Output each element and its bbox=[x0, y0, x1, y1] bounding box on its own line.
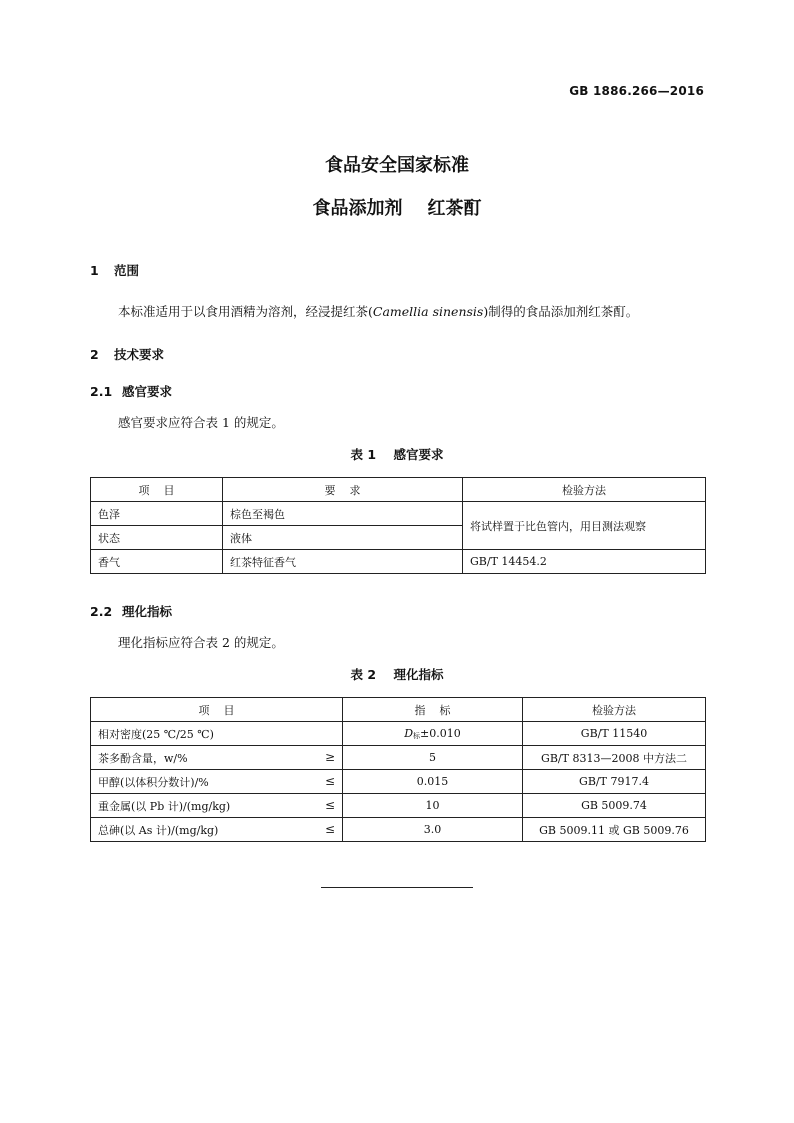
table-header-row bbox=[91, 478, 706, 502]
section-2-heading bbox=[90, 345, 164, 363]
section-title: 感官要求 bbox=[122, 384, 173, 399]
cell-requirement: 棕色至褐色 bbox=[223, 502, 463, 526]
col-header-value: 指 标 bbox=[343, 698, 523, 722]
table-row bbox=[91, 794, 706, 818]
cell-method: GB 5009.74 bbox=[523, 794, 706, 818]
table-header-row bbox=[91, 698, 706, 722]
sensory-requirements-table bbox=[90, 477, 706, 574]
item-label: 重金属(以 Pb 计)/(mg/kg) bbox=[98, 799, 231, 813]
item-label: 相对密度(25 ℃/25 ℃) bbox=[98, 727, 214, 741]
cell-item: 香气 bbox=[91, 550, 223, 574]
cell-method: GB/T 8313—2008 中方法二 bbox=[523, 746, 706, 770]
section-2-1-heading bbox=[90, 382, 172, 400]
col-header-item: 项 目 bbox=[91, 478, 223, 502]
section-title: 理化指标 bbox=[122, 604, 173, 619]
section-2-2-heading bbox=[90, 602, 172, 620]
section-title: 技术要求 bbox=[114, 347, 165, 362]
col-header-method: 检验方法 bbox=[523, 698, 706, 722]
table-row bbox=[91, 550, 706, 574]
section-1-text bbox=[118, 302, 638, 320]
section-2-2-text: 理化指标应符合表 2 的规定。 bbox=[118, 635, 284, 650]
cell-value: 5 bbox=[343, 746, 523, 770]
section-number: 2.1 bbox=[90, 384, 113, 399]
standard-code: GB 1886.266—2016 bbox=[569, 84, 704, 98]
comparison-symbol: ≤ bbox=[324, 821, 335, 836]
col-header-requirement: 要 求 bbox=[223, 478, 463, 502]
density-subscript: 标 bbox=[413, 731, 421, 740]
comparison-symbol: ≤ bbox=[324, 773, 335, 788]
physicochemical-indicators-table bbox=[90, 697, 706, 842]
table-row bbox=[91, 722, 706, 746]
cell-item bbox=[91, 770, 343, 794]
table-row bbox=[91, 770, 706, 794]
scope-text-start: 本标准适用于以食用酒精为溶剂，经浸提红茶( bbox=[118, 304, 373, 319]
col-header-method: 检验方法 bbox=[463, 478, 706, 502]
section-2-1-text: 感官要求应符合表 1 的规定。 bbox=[118, 415, 284, 430]
cell-method: GB 5009.11 或 GB 5009.76 bbox=[523, 818, 706, 842]
cell-method: GB/T 7917.4 bbox=[523, 770, 706, 794]
end-of-document-line bbox=[321, 887, 473, 888]
table-row bbox=[91, 502, 706, 526]
density-tolerance: ±0.010 bbox=[420, 726, 461, 740]
cell-requirement: 红茶特征香气 bbox=[223, 550, 463, 574]
cell-item: 状态 bbox=[91, 526, 223, 550]
scope-text-end: )制得的食品添加剂红茶酊。 bbox=[483, 304, 639, 319]
cell-item bbox=[91, 818, 343, 842]
cell-value: 10 bbox=[343, 794, 523, 818]
item-label: 甲醇(以体积分数计)/% bbox=[98, 775, 209, 789]
latin-name: Camellia sinensis bbox=[372, 304, 484, 319]
item-label: 茶多酚含量，w/% bbox=[98, 751, 188, 765]
section-number: 2 bbox=[90, 347, 99, 362]
cell-value bbox=[343, 722, 523, 746]
density-symbol: D bbox=[404, 726, 414, 740]
table-row bbox=[91, 746, 706, 770]
cell-item bbox=[91, 746, 343, 770]
section-number: 1 bbox=[90, 263, 99, 278]
item-label: 总砷(以 As 计)/(mg/kg) bbox=[98, 823, 219, 837]
cell-item bbox=[91, 722, 343, 746]
cell-item: 色泽 bbox=[91, 502, 223, 526]
cell-requirement: 液体 bbox=[223, 526, 463, 550]
section-1-heading bbox=[90, 261, 139, 279]
cell-value: 0.015 bbox=[343, 770, 523, 794]
section-number: 2.2 bbox=[90, 604, 113, 619]
cell-method-merged: 将试样置于比色管内，用目测法观察 bbox=[463, 502, 706, 550]
cell-method: GB/T 11540 bbox=[523, 722, 706, 746]
comparison-symbol: ≥ bbox=[324, 749, 335, 764]
table-1-caption: 表 1 感官要求 bbox=[350, 447, 444, 462]
table-row bbox=[91, 818, 706, 842]
col-header-item: 项 目 bbox=[91, 698, 343, 722]
document-subtitle: 食品添加剂 红茶酊 bbox=[312, 198, 482, 219]
comparison-symbol: ≤ bbox=[324, 797, 335, 812]
document-title: 食品安全国家标准 bbox=[325, 155, 469, 176]
table-2-caption: 表 2 理化指标 bbox=[350, 667, 444, 682]
cell-item bbox=[91, 794, 343, 818]
cell-method: GB/T 14454.2 bbox=[463, 550, 706, 574]
cell-value: 3.0 bbox=[343, 818, 523, 842]
section-title: 范围 bbox=[114, 263, 140, 278]
